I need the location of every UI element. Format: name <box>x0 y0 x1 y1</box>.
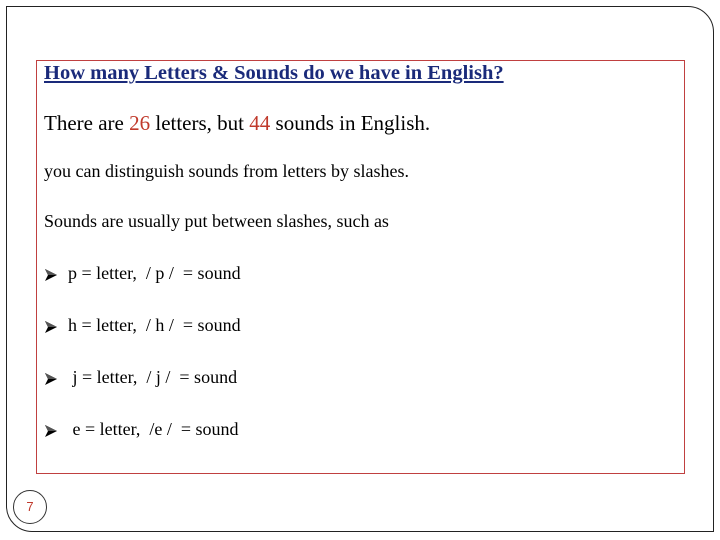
page-number: 7 <box>13 490 47 524</box>
intro-suffix: sounds in English. <box>270 111 431 135</box>
bullet-item-e <box>44 419 239 443</box>
bullet-item-j <box>44 367 237 391</box>
intro-prefix: There are <box>44 111 130 135</box>
bullet-item-p <box>44 263 241 287</box>
intro-middle: letters, but <box>150 111 250 135</box>
sounds-count: 44 <box>249 111 271 135</box>
arrow-bullet-icon <box>44 320 60 334</box>
slashes-line: Sounds are usually put between slashes, such as <box>44 211 389 231</box>
arrow-bullet-icon <box>44 268 60 282</box>
intro-line <box>44 111 430 136</box>
bullet-text: h = letter, / h / = sound <box>68 315 241 335</box>
bullet-text: j = letter, / j / = sound <box>68 367 238 387</box>
bullet-text: p = letter, / p / = sound <box>68 263 241 283</box>
slide-title: How many Letters & Sounds do we have in English? <box>44 62 504 84</box>
bullet-text: e = letter, /e / = sound <box>68 419 239 439</box>
letters-count: 26 <box>129 111 151 135</box>
bullet-item-h <box>44 315 241 339</box>
distinguish-line: you can distinguish sounds from letters by slashes. <box>44 161 409 181</box>
arrow-bullet-icon <box>44 372 60 386</box>
arrow-bullet-icon <box>44 424 60 438</box>
